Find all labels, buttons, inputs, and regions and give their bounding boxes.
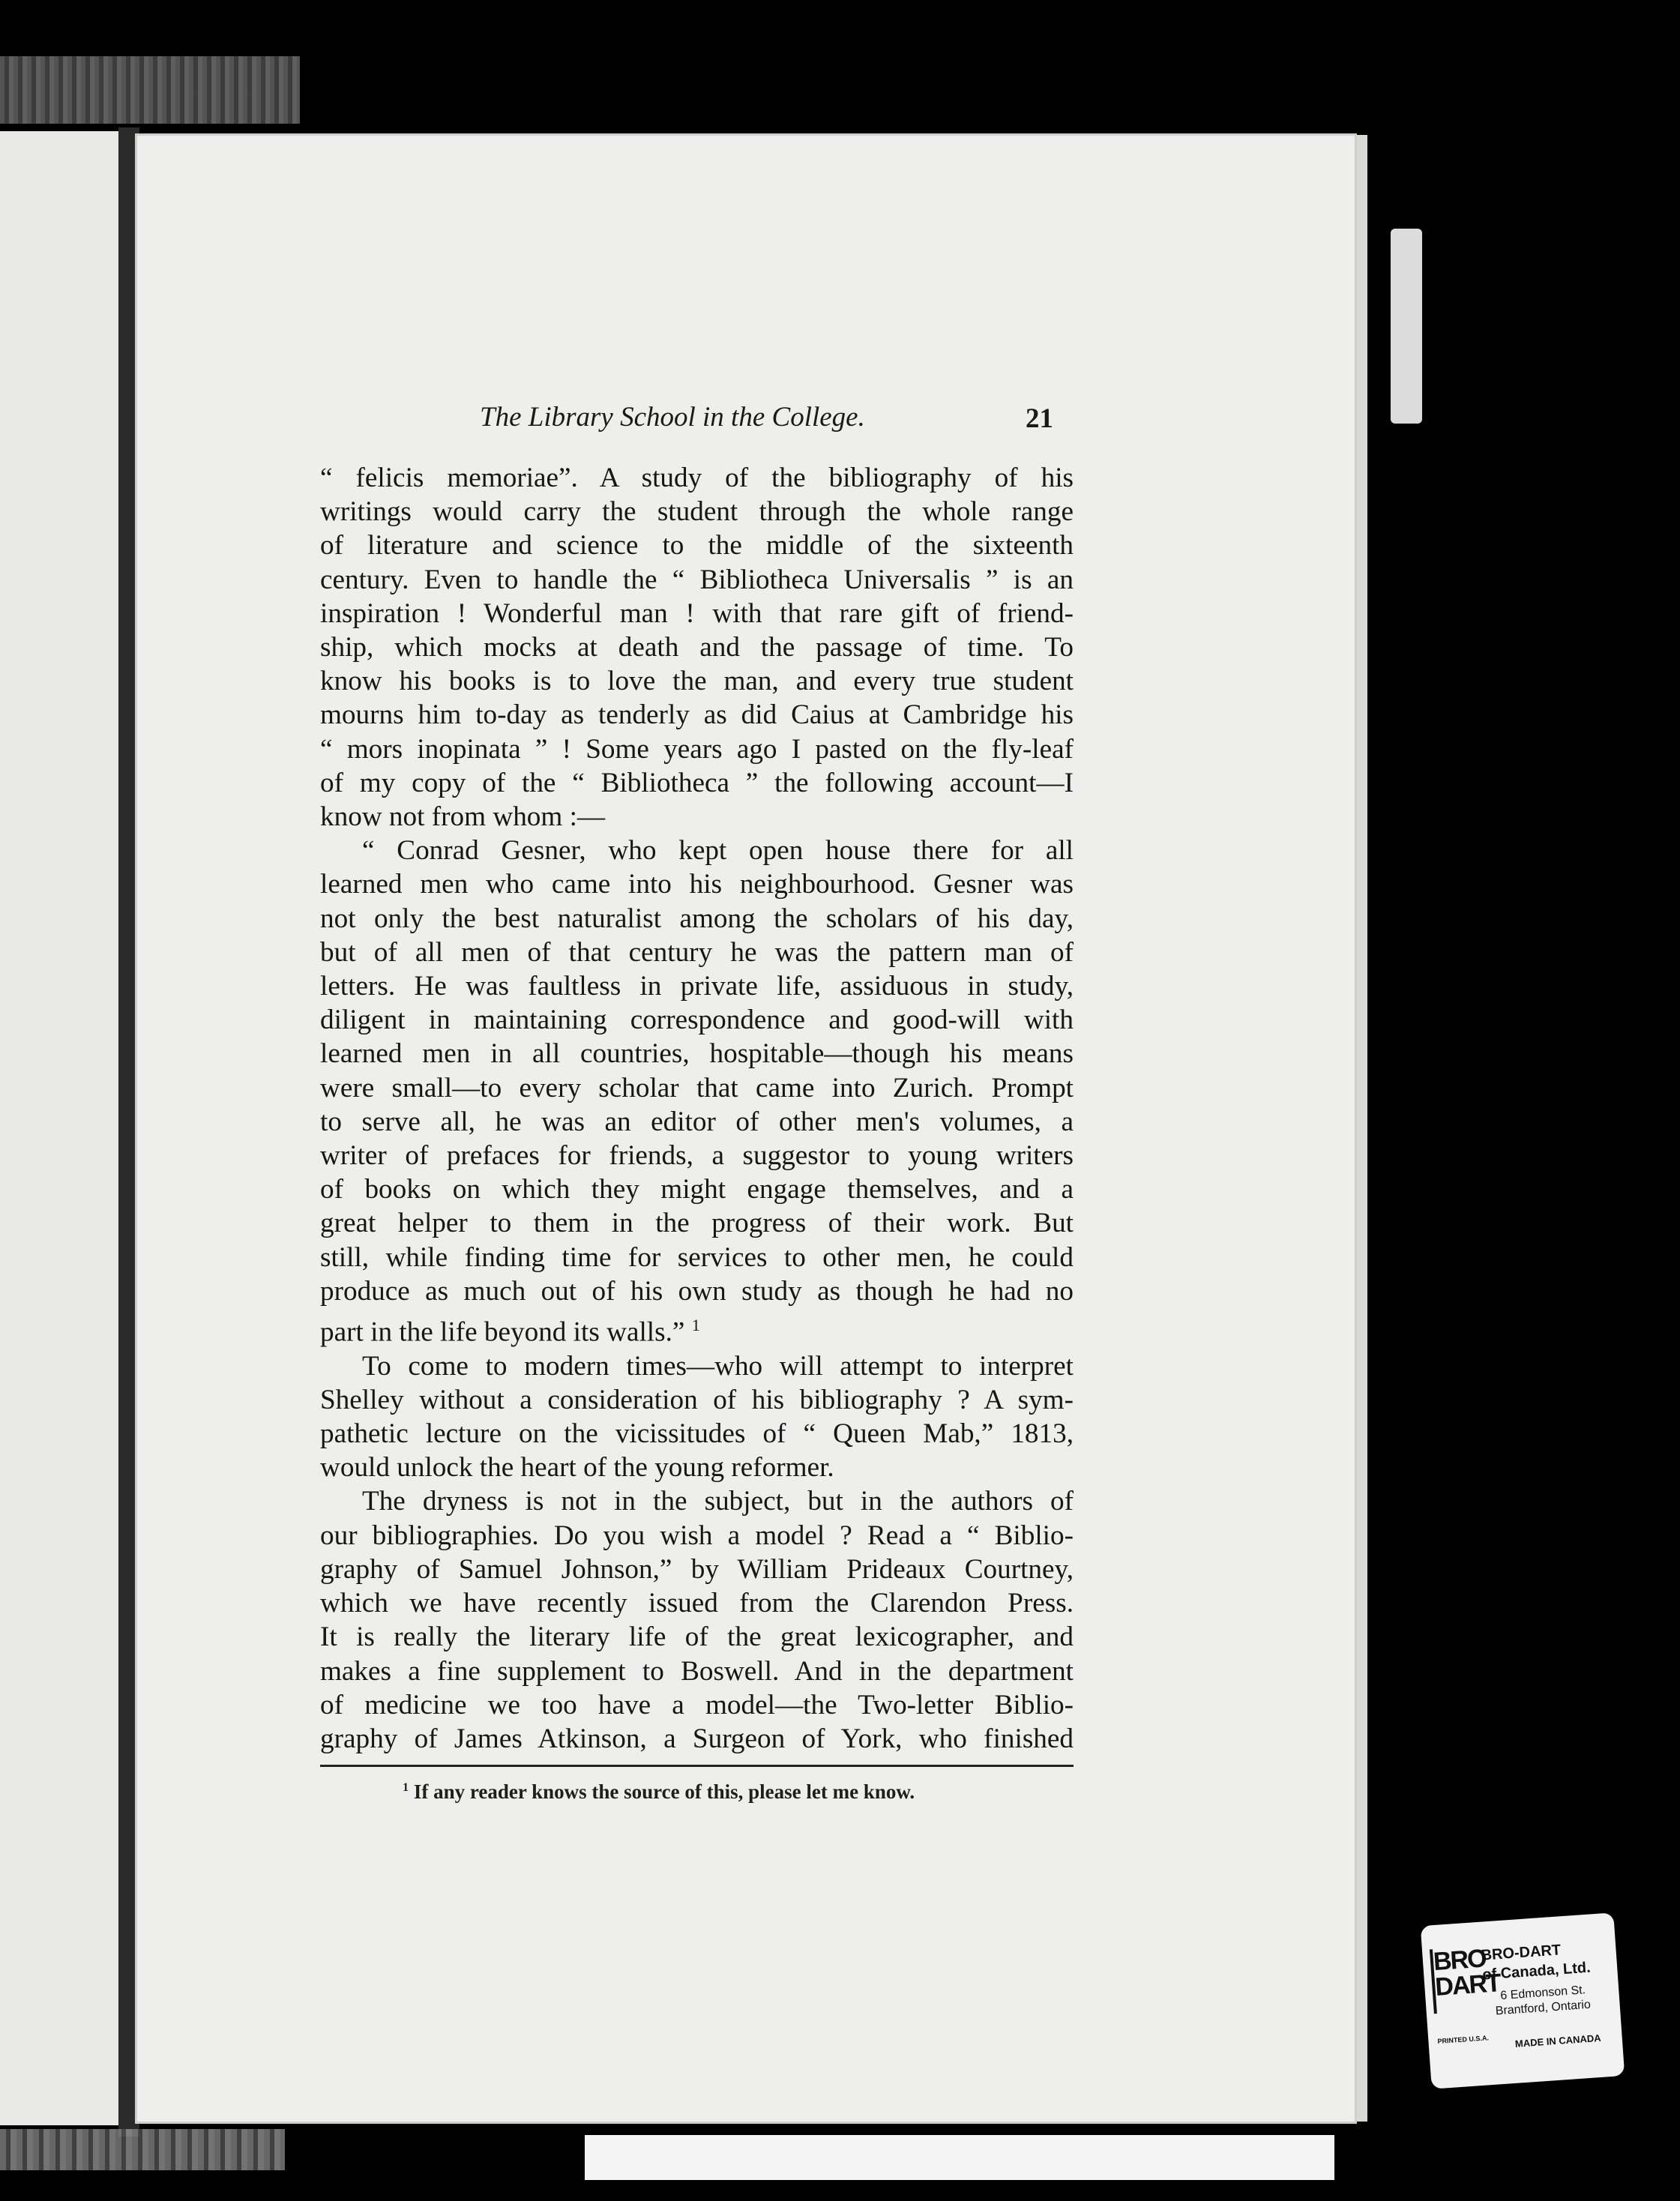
bottom-white-strip: [585, 2135, 1334, 2180]
sticker-company: BRO-DART: [1480, 1942, 1562, 1964]
text-line: of literature and science to the middle of the sixteenth: [320, 530, 1074, 561]
left-page-top-edge: [0, 56, 300, 124]
text-line: part in the life beyond its walls.”: [320, 1316, 685, 1348]
page-edge: [1357, 135, 1367, 2122]
text-line: of medicine we too have a model—the Two-letter Biblio-: [320, 1689, 1074, 1720]
text-line: which we have recently issued from the Clarendon Press.: [320, 1588, 1074, 1619]
footnote-divider: [320, 1765, 1074, 1767]
text-line: century. Even to handle the “ Bibliotheca Universalis ” is an: [320, 564, 1074, 595]
text-line: not only the best naturalist among the scholars of his day,: [320, 903, 1074, 934]
text-line: graphy of James Atkinson, a Surgeon of York, who finished: [320, 1723, 1074, 1754]
text-line: ship, which mocks at death and the passage of time. To: [320, 632, 1074, 663]
sticker-company-sub: of Canada, Ltd.: [1481, 1959, 1592, 1984]
page-tab: [1391, 229, 1422, 424]
text-line: “ mors inopinata ” ! Some years ago I pasted on the fly-leaf: [320, 733, 1074, 765]
logo-text: BRO: [1432, 1944, 1487, 1977]
footnote: [403, 1780, 915, 1804]
text-line: “ felicis memoriae”. A study of the bibliography of his: [320, 463, 1074, 493]
text-line: but of all men of that century he was the pattern man of: [320, 936, 1074, 968]
text-line: mourns him to-day as tenderly as did Caius at Cambridge his: [320, 699, 1074, 731]
text-line: still, while finding time for services to other men, he could: [320, 1241, 1074, 1273]
footnote-marker: 1: [403, 1780, 409, 1794]
sticker-street: 6 Edmonson St.: [1499, 1984, 1586, 2003]
footnote-text: If any reader knows the source of this, please let me know.: [413, 1780, 915, 1803]
text-line: know not from whom :—: [320, 801, 606, 833]
bro-dart-logo: [1430, 1944, 1502, 2014]
body-text: [320, 461, 1074, 1756]
bottom-edge-band: [0, 2129, 285, 2170]
text-line: would unlock the heart of the young reformer.: [320, 1452, 834, 1484]
footnote-reference: 1: [691, 1316, 700, 1335]
sticker-city: Brantford, Ontario: [1495, 1998, 1592, 2018]
text-line: learned men in all countries, hospitable—though his means: [320, 1038, 1074, 1070]
text-line: “ Conrad Gesner, who kept open house there for all: [362, 835, 1074, 867]
text-line: pathetic lecture on the vicissitudes of “ Queen Mab,” 1813,: [320, 1418, 1074, 1450]
text-line: know his books is to love the man, and every true student: [320, 666, 1074, 697]
sticker-printed: PRINTED U.S.A.: [1437, 2034, 1490, 2046]
text-line: of my copy of the “ Bibliotheca ” the following account—I: [320, 767, 1074, 798]
running-head: The Library School in the College.: [480, 402, 865, 433]
text-line: learned men who came into his neighbourhood. Gesner was: [320, 869, 1074, 900]
text-line: To come to modern times—who will attempt to interpret: [362, 1350, 1074, 1382]
text-line: The dryness is not in the subject, but in the authors of: [362, 1486, 1074, 1517]
text-line: were small—to every scholar that came into Zurich. Prompt: [320, 1072, 1074, 1103]
text-line: letters. He was faultless in private life, assiduous in study,: [320, 971, 1074, 1002]
text-line-with-footnote: [320, 1308, 1074, 1349]
text-line: great helper to them in the progress of their work. But: [320, 1208, 1074, 1239]
text-line: graphy of Samuel Johnson,” by William Prideaux Courtney,: [320, 1553, 1074, 1585]
text-line: inspiration ! Wonderful man ! with that rare gift of friend-: [320, 597, 1074, 629]
text-line: to serve all, he was an editor of other men's volumes, a: [320, 1106, 1074, 1137]
bro-dart-sticker: [1421, 1912, 1625, 2089]
text-line: Shelley without a consideration of his bibliography ? A sym-: [320, 1384, 1074, 1415]
page-header: [480, 401, 1080, 446]
sticker-made-in: MADE IN CANADA: [1514, 2032, 1602, 2050]
logo-text: DART: [1434, 1969, 1502, 2002]
text-line: diligent in maintaining correspondence and good-will with: [320, 1005, 1074, 1036]
text-line: makes a fine supplement to Boswell. And in the department: [320, 1655, 1074, 1687]
text-line: writer of prefaces for friends, a suggestor to young writers: [320, 1140, 1074, 1172]
text-line: our bibliographies. Do you wish a model ? Read a “ Biblio-: [320, 1520, 1074, 1551]
text-line: It is really the literary life of the great lexicographer, and: [320, 1622, 1074, 1653]
left-page: [0, 131, 121, 2125]
text-line: of books on which they might engage themselves, and a: [320, 1174, 1074, 1205]
page-number: 21: [1026, 403, 1053, 434]
text-line: writings would carry the student through the whole range: [320, 496, 1074, 528]
text-line: produce as much out of his own study as though he had no: [320, 1275, 1074, 1307]
